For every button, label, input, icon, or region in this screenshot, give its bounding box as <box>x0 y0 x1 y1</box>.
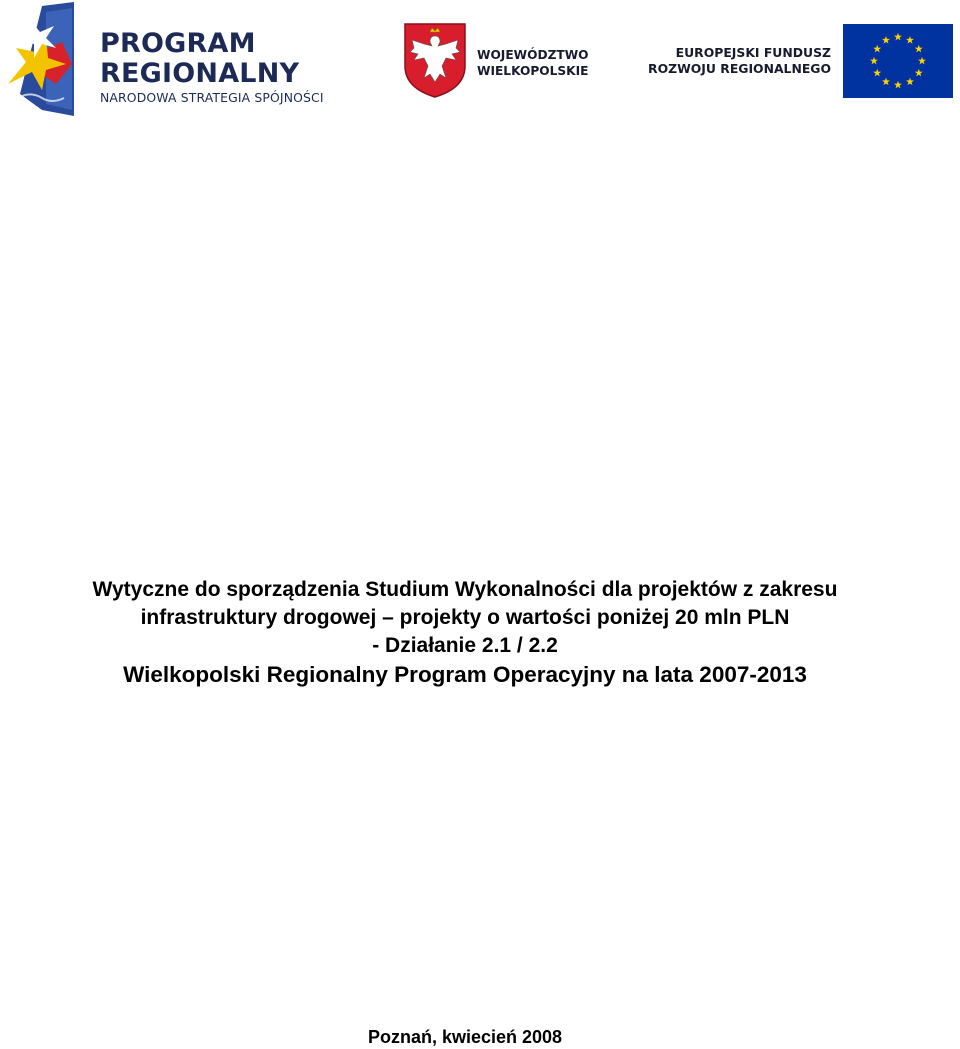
eu-fund-logo-line2: ROZWOJU REGIONALNEGO <box>648 61 831 76</box>
eu-fund-logo <box>640 22 958 100</box>
voivodeship-logo <box>400 22 600 100</box>
voivodeship-logo-line2: WIELKOPOLSKIE <box>477 64 589 78</box>
logo-header <box>0 0 960 120</box>
eu-fund-logo-text <box>648 45 831 77</box>
voivodeship-logo-line1: WOJEWÓDZTWO <box>477 48 589 62</box>
program-logo-text <box>100 30 324 104</box>
white-eagle-coat-of-arms-icon <box>402 22 468 98</box>
title-line-3: - Działanie 2.1 / 2.2 <box>372 634 558 657</box>
title-line-4: Wielkopolski Regionalny Program Operacyjny na lata 2007-2013 <box>123 662 807 687</box>
eu-fund-logo-line1: EUROPEJSKI FUNDUSZ <box>675 45 831 60</box>
program-logo-line1: PROGRAM <box>100 28 256 59</box>
program-regionalny-logo <box>0 0 360 118</box>
place-date: Poznań, kwiecień 2008 <box>367 1027 563 1047</box>
voivodeship-logo-text <box>477 47 589 79</box>
title-line-1: Wytyczne do sporządzenia Studium Wykonalności dla projektów z zakresu <box>92 578 838 601</box>
program-logo-line3: NARODOWA STRATEGIA SPÓJNOŚCI <box>100 90 324 105</box>
title-line-2: infrastruktury drogowej – projekty o wartości poniżej 20 mln PLN <box>140 606 790 629</box>
eu-flag-icon <box>843 24 953 98</box>
star-sail-logo-icon <box>2 2 98 117</box>
document-title <box>0 576 930 690</box>
program-logo-line2: REGIONALNY <box>100 58 300 89</box>
